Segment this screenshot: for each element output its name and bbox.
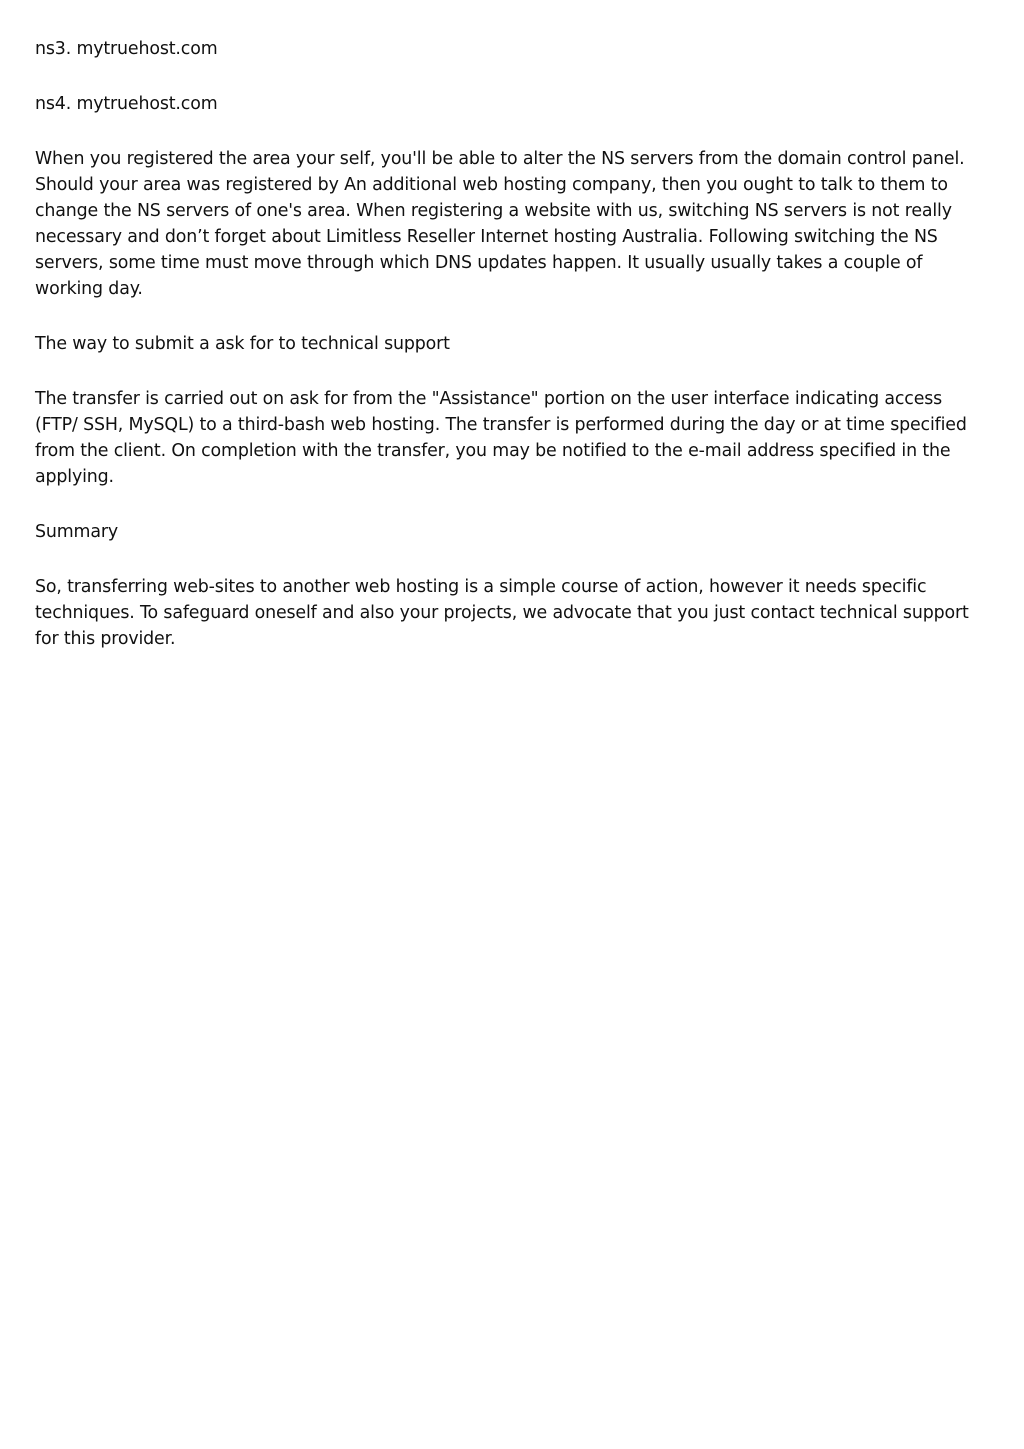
section-heading-summary: Summary <box>35 522 118 542</box>
paragraph-transfer: The transfer is carried out on ask for from the "Assistance" portion on the user interface indicating access (FTP/ SSH, MySQL) to a third-bash web hosting. The transfer is performed during the day or at time specified from the client. On completion with the transfer, you may be notified to the e-mail address specified in the applying. <box>35 389 967 487</box>
nameserver-line-ns4: ns4. mytruehost.com <box>35 94 218 114</box>
paragraph-ns-servers: When you registered the area your self, you'll be able to alter the NS servers from the domain control panel. Should your area was registered by An additional web hosting company, then you ought to talk to them to change the NS servers of one's area. When registering a website with us, switching NS servers is not really necessary and don’t forget about Limitless Reseller Internet hosting Australia. Following switching the NS servers, some time must move through which DNS updates happen. It usually usually takes a couple of working day. <box>35 149 965 299</box>
paragraph-summary: So, transferring web-sites to another web hosting is a simple course of action, however it needs specific techniques. To safeguard oneself and also your projects, we advocate that you just contact technical support for this provider. <box>35 577 969 649</box>
document-page <box>35 36 985 681</box>
nameserver-line-ns3: ns3. mytruehost.com <box>35 39 218 59</box>
section-heading-support: The way to submit a ask for to technical support <box>35 334 450 354</box>
